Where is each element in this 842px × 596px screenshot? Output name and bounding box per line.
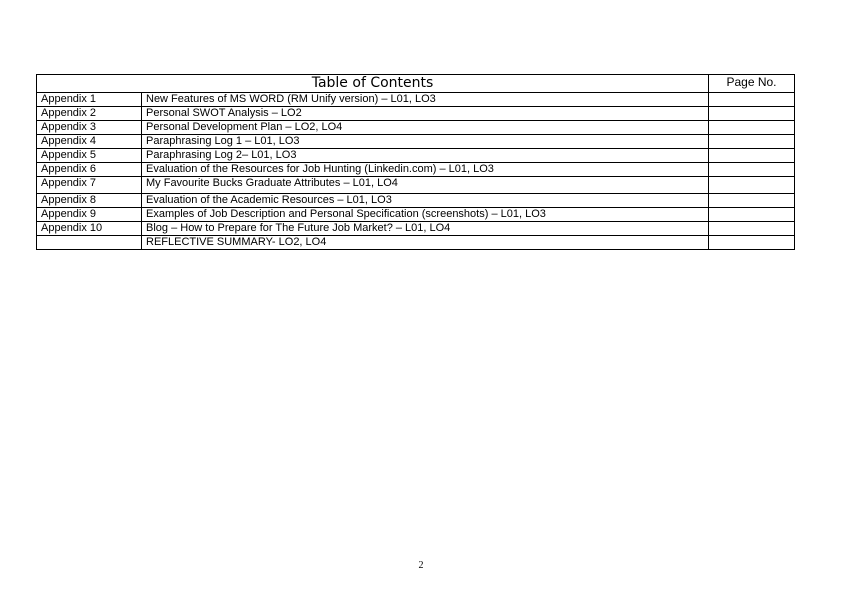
- appendix-label: Appendix 10: [37, 222, 142, 236]
- toc-entry: Evaluation of the Academic Resources – L01, LO3: [142, 194, 709, 208]
- appendix-label: Appendix 5: [37, 149, 142, 163]
- toc-entry: Paraphrasing Log 1 – L01, LO3: [142, 135, 709, 149]
- toc-row: [37, 121, 795, 135]
- page-number-cell: [709, 236, 795, 250]
- page-number-cell: [709, 177, 795, 194]
- toc-row: [37, 107, 795, 121]
- appendix-label: Appendix 4: [37, 135, 142, 149]
- toc-entry: Personal SWOT Analysis – LO2: [142, 107, 709, 121]
- appendix-label: Appendix 9: [37, 208, 142, 222]
- toc-row: [37, 236, 795, 250]
- toc-row: [37, 194, 795, 208]
- page-number-cell: [709, 121, 795, 135]
- toc-entry: New Features of MS WORD (RM Unify version) – L01, LO3: [142, 93, 709, 107]
- page-no-header: Page No.: [709, 75, 795, 93]
- toc-entry: Evaluation of the Resources for Job Hunting (Linkedin.com) – L01, LO3: [142, 163, 709, 177]
- toc-entry: Blog – How to Prepare for The Future Job Market? – L01, LO4: [142, 222, 709, 236]
- page-number-cell: [709, 135, 795, 149]
- toc-row: [37, 163, 795, 177]
- toc-entry: REFLECTIVE SUMMARY- LO2, LO4: [142, 236, 709, 250]
- toc-row: [37, 208, 795, 222]
- toc-row: [37, 177, 795, 194]
- page-number-cell: [709, 93, 795, 107]
- page-number-cell: [709, 163, 795, 177]
- appendix-label: [37, 236, 142, 250]
- table-of-contents: [36, 74, 795, 250]
- toc-entry: My Favourite Bucks Graduate Attributes – L01, LO4: [142, 177, 709, 194]
- toc-row: [37, 135, 795, 149]
- appendix-label: Appendix 7: [37, 177, 142, 194]
- page-number-cell: [709, 194, 795, 208]
- toc-header-row: [37, 75, 795, 93]
- appendix-label: Appendix 8: [37, 194, 142, 208]
- toc-row: [37, 149, 795, 163]
- page-number-cell: [709, 107, 795, 121]
- toc-title: Table of Contents: [37, 75, 709, 93]
- appendix-label: Appendix 2: [37, 107, 142, 121]
- appendix-label: Appendix 3: [37, 121, 142, 135]
- appendix-label: Appendix 1: [37, 93, 142, 107]
- page-number-cell: [709, 208, 795, 222]
- toc-row: [37, 93, 795, 107]
- toc-entry: Examples of Job Description and Personal Specification (screenshots) – L01, LO3: [142, 208, 709, 222]
- toc-entry: Personal Development Plan – LO2, LO4: [142, 121, 709, 135]
- appendix-label: Appendix 6: [37, 163, 142, 177]
- toc-row: [37, 222, 795, 236]
- page-number-cell: [709, 149, 795, 163]
- page-number-cell: [709, 222, 795, 236]
- page-number: 2: [418, 560, 424, 571]
- toc-entry: Paraphrasing Log 2– L01, LO3: [142, 149, 709, 163]
